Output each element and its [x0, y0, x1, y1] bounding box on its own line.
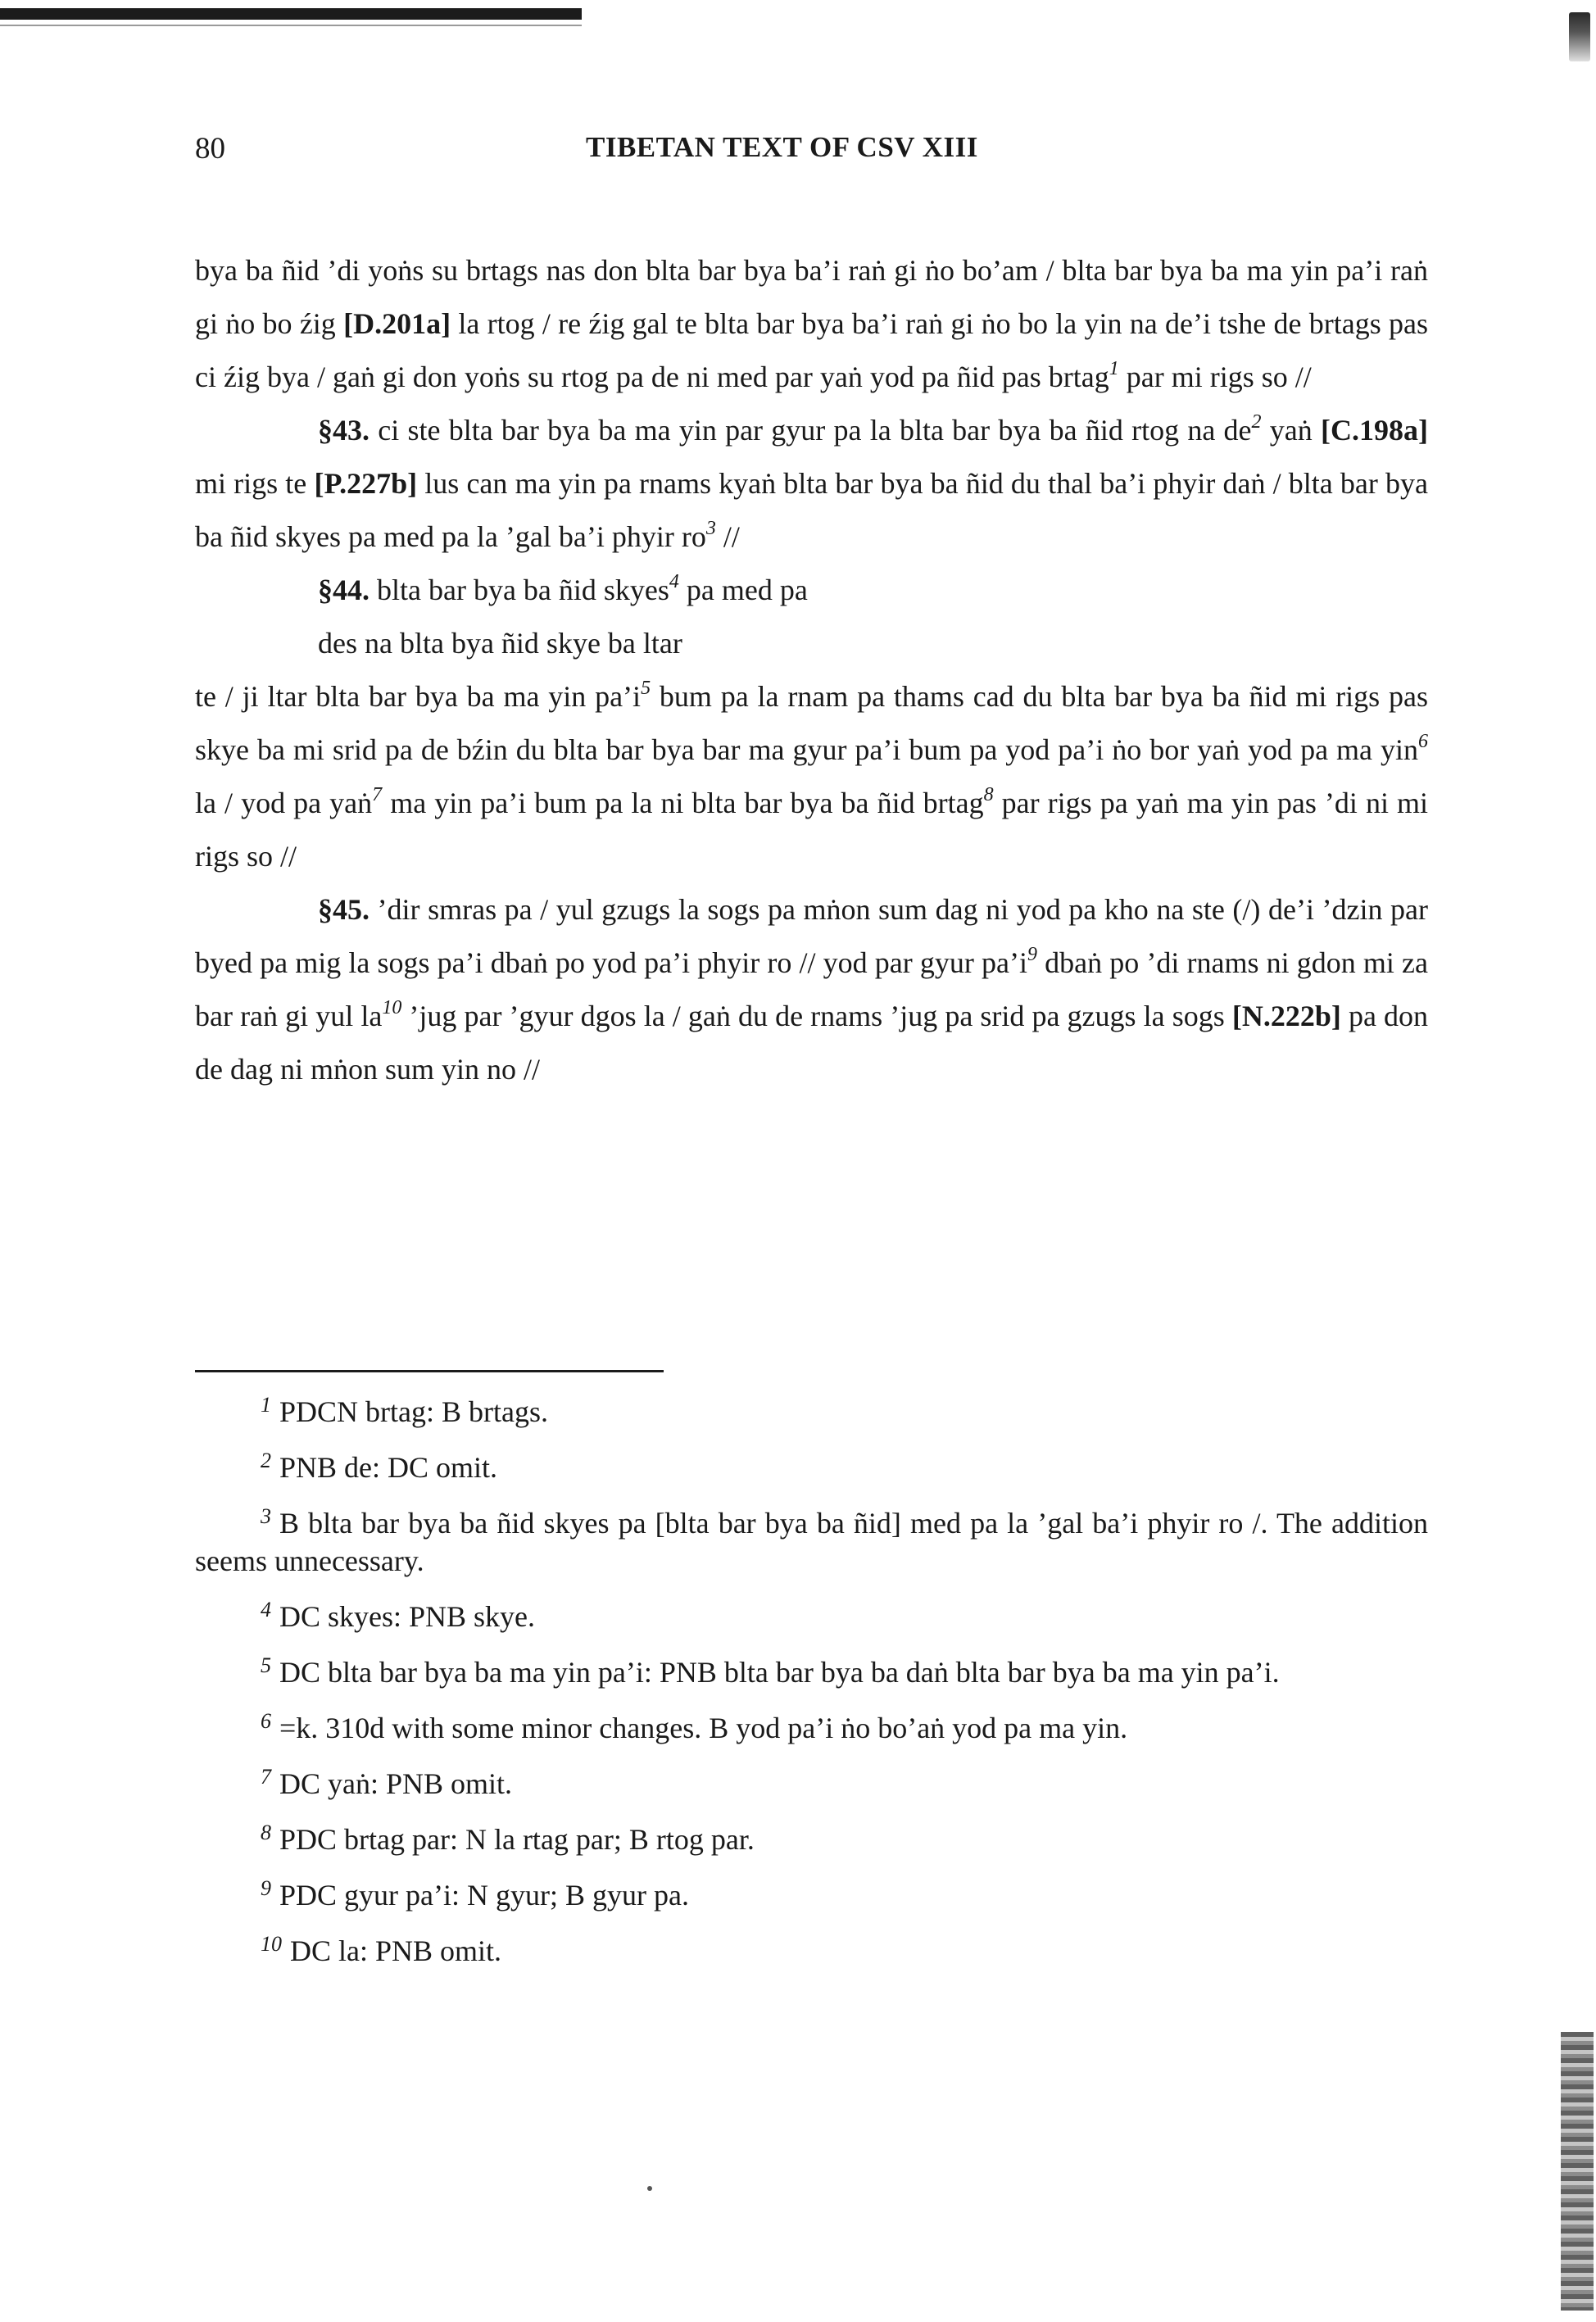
footnote-9: $^9$ PDC gyur pa’i: N gyur; B gyur pa.: [261, 1876, 689, 1912]
footnote-4: $^4$ DC skyes: PNB skye.: [261, 1598, 536, 1633]
footnote-number: 7: [261, 1765, 271, 1789]
main-text: [195, 244, 1428, 1096]
footnote-number: 4: [261, 1598, 271, 1621]
footnote-marker[interactable]: 5: [641, 678, 651, 699]
footnote-2: $^2$ PNB de: DC omit.: [261, 1449, 498, 1484]
top-rule-thin: [0, 25, 582, 26]
footnote-marker[interactable]: 4: [669, 571, 679, 592]
folio-ref: [C.198a]: [1321, 414, 1428, 447]
running-head: TIBETAN TEXT OF CSV XIII: [586, 131, 978, 163]
footnote-marker[interactable]: 9: [1027, 944, 1037, 965]
scan-smudge: [1569, 12, 1590, 61]
folio-ref: [P.227b]: [314, 467, 418, 500]
top-rule: [0, 8, 582, 20]
paragraph-44-commentary: te / ji ltar blta bar bya ba ma yin $pa’i^5$ bum pa la rnam pa thams cad du blta bar bya ba ñid mi rigs pas skye ba mi srid pa de bźin du blta bar bya bar ma gyur pa’i bum pa yod pa’i ṅo bor yaṅ yod pa ma yin$^6$ la / yod pa yaṅ$^7$ ma yin pa’i bum pa la ni blta bar bya ba ñid brtag$^8$ par rigs pa yaṅ ma yin pas ’di ni mi rigs so //: [195, 678, 1429, 873]
footnote-marker[interactable]: 8: [983, 784, 994, 805]
footnote-separator: [195, 1370, 664, 1372]
section-number: §43.: [318, 414, 370, 447]
footnote-marker[interactable]: 10: [382, 997, 402, 1018]
footnote-5: $^5$ DC blta bar bya ba ma yin pa’i: PNB blta bar bya ba daṅ blta bar bya ba ma yin pa’i.: [261, 1653, 1280, 1689]
verse-line-2: des na blta bya ñid skye ba ltar: [318, 627, 682, 660]
paragraph-43: §43. ci ste blta bar bya ba ma yin par gyur pa la blta bar bya ba ñid rtog na $de^2$ yaṅ [C.198a] mi rigs te [P.227b] lus can ma yin pa rnams kyaṅ blta bar bya ba ñid du thal ba’i phyir daṅ / blta bar bya ba ñid skyes pa med pa la ’gal ba’i phyir $ro^3$ //: [195, 411, 1428, 553]
footnote-number: 10: [261, 1932, 282, 1956]
footnote-marker[interactable]: 1: [1109, 358, 1119, 379]
footnote-marker[interactable]: 3: [705, 518, 716, 539]
page-number: 80: [195, 132, 225, 166]
footnote-number: 6: [261, 1709, 271, 1733]
footnote-8: $^8$ PDC brtag par: N la rtag par; B rtog par.: [261, 1821, 755, 1856]
footnote-marker[interactable]: 6: [1418, 731, 1428, 752]
footnote-number: 8: [261, 1821, 271, 1844]
paragraph-1: bya ba ñid ’di yoṅs su brtags nas don blta bar bya ba’i raṅ gi ṅo bo’am / blta bar bya ba ma yin pa’i raṅ gi ṅo bo źig [D.201a] la rtog / re źig gal te blta bar bya ba’i raṅ gi ṅo bo la yin na de’i tshe de brtags pas ci źig bya / gaṅ gi don yoṅs su rtog pa de ni med par yaṅ yod pa ñid pas brtag$^1$ par mi rigs so //: [195, 254, 1428, 393]
footnote-1: $^1$ PDCN brtag: B brtags.: [261, 1393, 548, 1428]
footnote-number: 2: [261, 1449, 271, 1472]
footnote-number: 3: [261, 1504, 271, 1528]
folio-ref: [D.201a]: [343, 307, 451, 340]
verse-line-1: §44. blta bar bya ba ñid skyes$^4$ pa med pa: [318, 571, 808, 606]
footnote-6: $^6$ =k. 310d with some minor changes. B yod pa’i ṅo bo’aṅ yod pa ma yin.: [261, 1709, 1128, 1744]
footnote-number: 5: [261, 1653, 271, 1677]
footnote-3: $^3$ B blta bar bya ba ñid skyes pa [blta bar bya ba ñid] med pa la ’gal ba’i phyir ro /. The addition seems unnecessary.: [195, 1504, 1428, 1577]
scan-edge-noise: [1561, 2032, 1594, 2311]
footnote-number: 1: [261, 1393, 271, 1417]
footnote-marker[interactable]: 7: [372, 784, 383, 805]
folio-ref: [N.222b]: [1231, 1000, 1341, 1032]
footnote-7: $^7$ DC yaṅ: PNB omit.: [261, 1765, 513, 1800]
section-number: §44.: [318, 574, 370, 606]
footnote-marker[interactable]: 2: [1251, 411, 1262, 433]
footnote-number: 9: [261, 1876, 271, 1900]
paragraph-45: §45. ’dir smras pa / yul gzugs la sogs pa mṅon sum dag ni yod pa kho na ste (/) de’i ’dzin par byed pa mig la sogs pa’i dbaṅ po yod pa’i phyir ro // yod par gyur $pa’i^9$ dbaṅ po ’di rnams ni gdon mi za bar raṅ gi yul $la^{10}$ ’jug par ’gyur dgos la / gaṅ du de rnams ’jug pa srid pa gzugs la sogs [N.222b] pa don de dag ni mṅon sum yin no //: [195, 893, 1429, 1086]
section-number: §45.: [318, 893, 370, 926]
scan-speck: [647, 2186, 652, 2191]
footnotes: [195, 1393, 1428, 1988]
footnote-10: $^{10}$ DC la: PNB omit.: [261, 1932, 502, 1967]
